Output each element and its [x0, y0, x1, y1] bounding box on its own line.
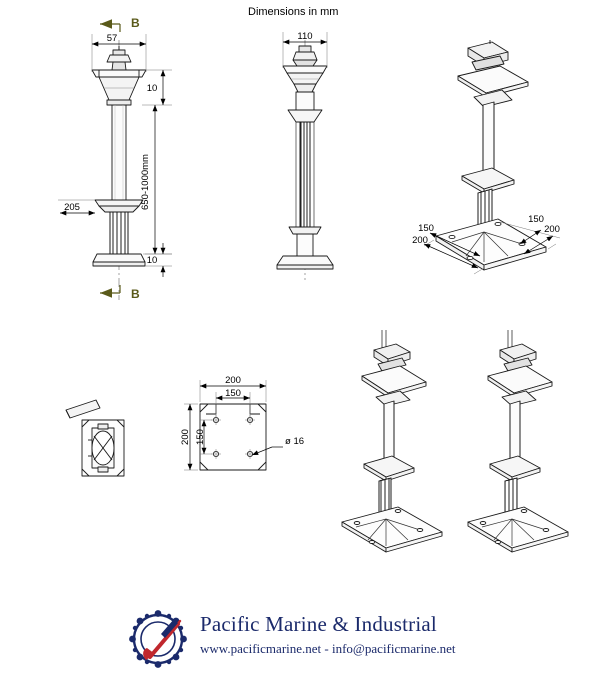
company-contact: www.pacificmarine.net - info@pacificmarine.net [200, 641, 456, 656]
section-letter-bottom: B [131, 287, 140, 301]
dim-plate-height-outer: 200 [180, 429, 191, 445]
dim-height-range: 650-1000mm [140, 154, 151, 210]
dim-top-plate-width: 57 [106, 33, 118, 44]
section-letter-top: B [131, 16, 140, 30]
company-name: Pacific Marine & Industrial [200, 612, 437, 636]
dim-base-plate-thickness: 10 [146, 255, 158, 266]
dim-iso-base-front-outer: 200 [412, 235, 428, 246]
dim-plate-width-inner: 150 [225, 388, 241, 399]
plan-pedestal-geometry [66, 400, 124, 476]
front-elevation-geometry [92, 40, 146, 300]
gear-anchor-logo-icon [128, 608, 194, 670]
dim-plate-height-inner: 150 [195, 429, 206, 445]
base-plate-plan-geometry [200, 404, 266, 470]
dim-top-flange-thickness: 10 [146, 83, 158, 94]
section-view-geometry [277, 40, 333, 280]
dim-iso-base-side-inner: 150 [528, 214, 544, 225]
isometric-geometry-1 [436, 40, 546, 270]
isometric-geometry-2 [342, 330, 442, 552]
dim-iso-base-front-inner: 150 [418, 223, 434, 234]
dim-iso-base-side-outer: 200 [544, 224, 560, 235]
brand-text-block [200, 612, 530, 657]
branding-footer [0, 602, 602, 700]
dim-hole-diameter-note: ø 16 [285, 436, 305, 447]
dim-section-top-width: 110 [297, 31, 313, 42]
isometric-geometry-3 [468, 330, 568, 552]
dim-mid-flange-width: 205 [64, 202, 80, 213]
dim-plate-width-outer: 200 [225, 375, 241, 386]
dimensions-note: Dimensions in mm [248, 6, 339, 18]
